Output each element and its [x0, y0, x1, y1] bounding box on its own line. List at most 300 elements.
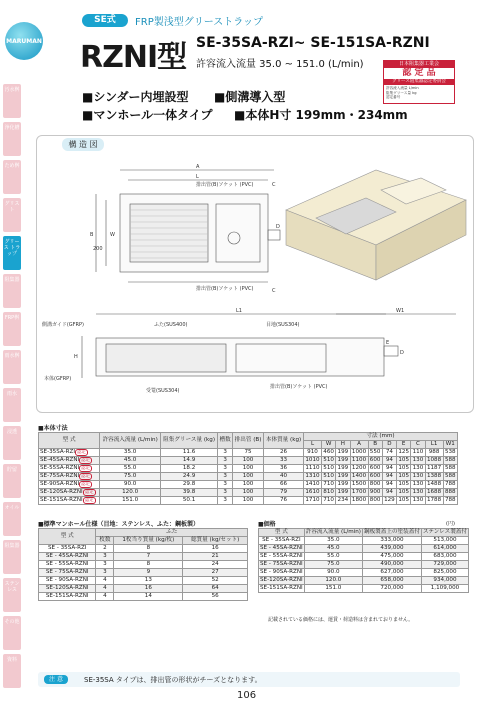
callout-guide: 側溝ガイド(GFRP): [42, 322, 84, 328]
table-cell: 710: [323, 497, 334, 503]
table-cell: 11.6: [161, 449, 218, 457]
table-cell: 50.1: [161, 497, 218, 505]
table-row: [39, 481, 458, 489]
dim-a: A: [196, 164, 200, 170]
model-cell: [39, 489, 100, 497]
certified-tag: 認定: [81, 466, 91, 471]
certified-tag: 認定: [84, 498, 94, 503]
table-cell: 3: [218, 473, 233, 481]
table-cell: 490,000: [362, 561, 421, 569]
table-cell: 35.0: [100, 449, 161, 457]
table-cell: 3: [218, 465, 233, 473]
mh-col-unit-mass: 1枚当り質量 (kg/枚): [114, 537, 183, 545]
table-cell: 4: [96, 577, 114, 585]
feature-3: ■マンホール一体タイプ: [82, 108, 213, 122]
table-cell: 90.0: [100, 481, 161, 489]
table-cell: 94: [382, 473, 396, 481]
sidebar-item[interactable]: オイル: [3, 502, 21, 536]
mh-col-model: 型 式: [39, 529, 96, 545]
model-name: SE-35SA-RZⅠ: [40, 449, 75, 455]
table-cell: 130: [412, 481, 424, 487]
pr-col-steel: 鋼板製蓋上の塗装蓋付: [363, 529, 420, 535]
table-cell: 130: [412, 489, 424, 495]
col-outlet: 排出管 (B): [233, 433, 264, 449]
col-grease: 阻集グリース量 (kg): [161, 433, 218, 449]
dim-b: B: [90, 232, 94, 238]
table-row: [39, 585, 248, 593]
cert-line: 認定番号: [386, 95, 401, 99]
table-cell: 1700: [351, 489, 367, 495]
sidebar: [0, 84, 24, 704]
model-name: SE-151SA-RZNⅠ: [40, 497, 83, 503]
table-cell: 199: [337, 473, 349, 479]
diagram-label: 構 造 図: [62, 138, 104, 151]
table-row: [39, 497, 458, 505]
table-cell: 94: [382, 457, 396, 465]
table-cell: 3: [96, 561, 114, 569]
table-cell: 45.0: [304, 545, 362, 553]
table-cell: 1610: [305, 489, 320, 495]
table-cell: 76: [264, 497, 304, 505]
table-row: [259, 545, 469, 553]
table-cell: 24: [183, 561, 248, 569]
table-cell: 40: [264, 473, 304, 481]
dim-d: D: [276, 224, 280, 230]
cert-label: 認 定 品: [402, 68, 436, 78]
table-cell: 934,000: [421, 577, 468, 585]
table-cell: 45.0: [100, 457, 161, 465]
table-row: [259, 553, 469, 561]
table-cell: 39.8: [161, 489, 218, 497]
mh-col-count: 枚数: [96, 537, 114, 545]
table-cell: SE-151SA-RZNⅠ: [39, 593, 96, 601]
certification-badge: [383, 60, 455, 104]
callout-joint: 目地(SUS304): [266, 322, 300, 328]
dim-c2: C: [272, 288, 276, 294]
table-row: [259, 585, 469, 593]
dim-h: H: [74, 354, 78, 360]
table-cell: 1310: [305, 473, 320, 479]
certified-tag: 認定: [81, 482, 91, 487]
mh-col-total-mass: 総質量 (kg/セット): [183, 537, 248, 545]
table-cell: 614,000: [421, 545, 468, 553]
dim-e: E: [386, 340, 390, 346]
spec-table: [38, 432, 458, 505]
pr-col-stainless: ステンレス製蓋付: [422, 529, 467, 535]
table-cell: 74: [382, 449, 396, 457]
model-name: SE-75SA-RZNⅠ: [40, 473, 80, 479]
sidebar-item[interactable]: 雨水桝: [3, 350, 21, 384]
table-cell: 1187: [426, 465, 442, 471]
table-cell: 683,000: [421, 553, 468, 561]
model-cell: [39, 481, 100, 489]
table-cell: 538: [444, 449, 456, 455]
table-row: [39, 561, 248, 569]
model-cell: [39, 465, 100, 473]
table-cell: 130: [412, 457, 424, 463]
table-cell: 1010: [305, 457, 320, 463]
table-cell: 4: [96, 585, 114, 593]
table-cell: 199: [337, 465, 349, 471]
table-cell: 75.0: [100, 473, 161, 481]
model-cell: [39, 473, 100, 481]
table-cell: 2: [96, 545, 114, 553]
table-cell: 600: [369, 465, 381, 471]
structure-drawing: [36, 150, 474, 412]
table-cell: 513,000: [421, 537, 468, 545]
table-cell: 199: [337, 457, 349, 463]
table-cell: 1400: [351, 473, 367, 479]
dim-w: W: [110, 232, 115, 238]
table-cell: 21: [183, 553, 248, 561]
table-cell: 3: [218, 497, 233, 505]
table-cell: 199: [337, 489, 349, 495]
table-row: [259, 569, 469, 577]
table-row: [259, 577, 469, 585]
table-cell: 510: [323, 473, 334, 479]
note-tag: 注 意: [44, 675, 68, 684]
table-cell: 100: [233, 457, 264, 465]
table-cell: 52: [183, 577, 248, 585]
table-cell: 9: [114, 569, 183, 577]
sidebar-item[interactable]: 貯留: [3, 464, 21, 498]
table-cell: 130: [412, 473, 424, 479]
table-cell: SE - 55SA-RZNⅠ: [39, 561, 96, 569]
table-cell: 100: [233, 497, 264, 505]
table-cell: 16: [114, 585, 183, 593]
table-cell: 64: [183, 585, 248, 593]
flow-rate: 許容流入流量 35.0 ~ 151.0 (L/min): [196, 59, 364, 70]
pr-col-flow: 許容流入流量 (L/min): [305, 529, 361, 535]
sidebar-item[interactable]: グリスト: [3, 198, 21, 232]
table-cell: 8: [114, 545, 183, 553]
page-number: 106: [237, 690, 257, 701]
mh-col-lid: ふた: [96, 529, 248, 537]
cert-line: 阻集グリース量 kg: [386, 90, 417, 95]
sidebar-item[interactable]: ステン レス: [3, 578, 21, 612]
table-cell: 3: [218, 489, 233, 497]
price-footnote: 記載されている価格には、運賃・荷造料は含まれておりません。: [268, 617, 414, 623]
sidebar-item[interactable]: 阻集器: [3, 540, 21, 574]
table-cell: 26: [264, 449, 304, 457]
table-cell: 3: [218, 481, 233, 489]
table-row: [39, 569, 248, 577]
model-name: SE-120SA-RZNⅠ: [40, 489, 83, 495]
table-cell: 800: [369, 481, 381, 487]
dim-col-header: D: [382, 441, 396, 449]
table-cell: 151.0: [100, 497, 161, 505]
col-dims: 寸法 (mm): [304, 433, 458, 441]
sidebar-item[interactable]: 汚水桝: [3, 84, 21, 118]
sidebar-item[interactable]: 阻集器: [3, 274, 21, 308]
table-cell: 510: [323, 465, 334, 471]
col-mass: 本体質量 (kg): [264, 433, 304, 449]
table-cell: 1088: [426, 457, 442, 463]
cert-lines: [384, 85, 454, 101]
table-cell: 234: [337, 497, 349, 503]
callout-lid: ふた(SUS400): [154, 322, 188, 328]
table-cell: 627,000: [362, 569, 421, 577]
table-cell: 105: [398, 465, 410, 471]
table-cell: 75: [233, 449, 264, 457]
table-cell: 66: [264, 481, 304, 489]
dim-d2: D: [400, 350, 404, 356]
table-cell: 475,000: [362, 553, 421, 561]
sidebar-item[interactable]: 雨水: [3, 388, 21, 422]
table-cell: 125: [398, 449, 410, 455]
table-cell: 151.0: [304, 585, 362, 593]
table-cell: 1800: [351, 497, 367, 503]
isometric-view: [286, 170, 466, 280]
dim-col-header: L1: [425, 441, 443, 449]
table-row: [39, 489, 458, 497]
feature-1: ■シンダー内埋設型: [82, 90, 189, 104]
table-cell: SE - 75SA-RZNⅠ: [39, 569, 96, 577]
table-cell: 800: [369, 497, 381, 503]
table-cell: 120.0: [100, 489, 161, 497]
table-cell: 1388: [426, 473, 442, 479]
sidebar-item[interactable]: グリース トラップ: [3, 236, 21, 270]
table-cell: SE - 35SA-RZⅠ: [259, 537, 305, 545]
model-name: SE-90SA-RZNⅠ: [40, 481, 80, 487]
table-cell: 510: [323, 457, 334, 463]
table-cell: 333,000: [362, 537, 421, 545]
table-cell: 16: [183, 545, 248, 553]
manhole-title: ■標準マンホール仕様（目地：ステンレス、ふた：鋼板製）: [38, 521, 199, 528]
table-row: [39, 577, 248, 585]
callout-basket: 受篭(SUS304): [146, 388, 180, 394]
certified-tag: 認定: [81, 474, 91, 479]
table-cell: 1788: [426, 497, 442, 503]
table-cell: 658,000: [362, 577, 421, 585]
table-cell: 94: [382, 465, 396, 473]
col-flow: 許容流入流量 (L/min): [100, 433, 161, 449]
table-cell: 710: [323, 481, 334, 487]
table-cell: 1410: [305, 481, 320, 487]
table-cell: 105: [398, 489, 410, 495]
table-cell: 100: [233, 481, 264, 489]
table-cell: 120.0: [304, 577, 362, 585]
model-title: RZNⅠ型: [80, 40, 187, 75]
table-cell: 810: [323, 489, 334, 495]
table-cell: 90.0: [304, 569, 362, 577]
price-unit: (円): [446, 521, 455, 527]
product-subtitle: FRP製浅型グリーストラップ: [135, 17, 264, 28]
table-cell: 600: [369, 473, 381, 479]
table-cell: 55.0: [304, 553, 362, 561]
table-cell: SE - 90SA-RZNⅠ: [260, 569, 303, 575]
table-row: [39, 449, 458, 457]
col-model: 型 式: [39, 433, 100, 449]
table-cell: 199: [337, 481, 349, 487]
sidebar-item[interactable]: 浄化槽: [3, 122, 21, 156]
pr-col-model: 型 式: [259, 529, 305, 537]
certified-tag: 認定: [84, 490, 94, 495]
table-cell: 56: [183, 593, 248, 601]
table-cell: 1000: [351, 449, 367, 455]
dim-l1: L1: [236, 308, 242, 314]
certified-tag: 認定: [81, 458, 91, 463]
logo-text: MARUMAN: [6, 37, 42, 45]
table-cell: SE - 35SA-RZⅠ: [39, 545, 96, 553]
model-range: SE-35SA-RZⅠ~ SE-151SA-RZNⅠ: [196, 35, 430, 51]
certified-tag: 認定: [76, 450, 86, 455]
price-title: ■価格: [258, 521, 276, 528]
spec-title: ■本体寸法: [38, 425, 68, 432]
col-tanks: 槽数: [218, 433, 233, 449]
sidebar-item[interactable]: 資料: [3, 654, 21, 688]
table-cell: SE-151SA-RZNⅠ: [260, 585, 303, 591]
table-row: [39, 593, 248, 601]
table-cell: 7: [114, 553, 183, 561]
dim-col-header: L: [304, 441, 322, 449]
table-cell: 729,000: [421, 561, 468, 569]
table-cell: 600: [369, 457, 381, 463]
table-cell: 439,000: [362, 545, 421, 553]
callout-outlet-1: 排出管(B)ソケット (PVC): [196, 182, 254, 188]
table-cell: 988: [425, 449, 443, 457]
table-cell: 825,000: [421, 569, 468, 577]
table-cell: 94: [382, 481, 396, 489]
table-cell: 33: [264, 457, 304, 465]
table-cell: 550: [369, 449, 381, 455]
dim-col-header: B: [368, 441, 382, 449]
dim-l: L: [196, 174, 199, 180]
table-cell: 130: [412, 497, 424, 503]
table-cell: 1110: [305, 465, 320, 471]
callout-outlet-3: 排出管(B)ソケット (PVC): [270, 384, 328, 390]
table-row: [39, 545, 248, 553]
table-cell: 14.9: [161, 457, 218, 465]
table-cell: SE - 45SA-RZNⅠ: [39, 553, 96, 561]
dim-col-header: E: [397, 441, 411, 449]
table-row: [39, 553, 248, 561]
model-cell: [39, 449, 100, 457]
table-cell: 1,109,000: [421, 585, 468, 593]
dim-w1: W1: [396, 308, 405, 314]
table-cell: 788: [444, 481, 456, 487]
dim-col-header: W: [322, 441, 336, 449]
table-cell: SE-120SA-RZNⅠ: [260, 577, 303, 583]
table-cell: 460: [323, 449, 334, 455]
table-row: [259, 561, 469, 569]
table-cell: SE-120SA-RZNⅠ: [39, 585, 96, 593]
table-cell: 8: [114, 561, 183, 569]
cert-line: 許容流入流量 L/min: [386, 86, 419, 90]
table-cell: 4: [96, 593, 114, 601]
table-cell: 24.9: [161, 473, 218, 481]
table-cell: 100: [233, 489, 264, 497]
table-cell: 1500: [351, 481, 367, 487]
table-cell: 29.8: [161, 481, 218, 489]
table-row: [39, 457, 458, 465]
table-cell: 94: [382, 489, 396, 497]
table-cell: 27: [183, 569, 248, 577]
table-cell: 3: [218, 449, 233, 457]
table-cell: 100: [233, 473, 264, 481]
table-row: [39, 465, 458, 473]
table-row: [39, 473, 458, 481]
table-cell: 35.0: [304, 537, 362, 545]
dim-col-header: C: [411, 441, 425, 449]
table-cell: 110: [412, 449, 424, 455]
cert-sub: グリース阻集器認定委員会: [384, 79, 454, 85]
table-cell: 900: [369, 489, 381, 495]
price-table: [258, 528, 469, 593]
table-cell: 100: [233, 465, 264, 473]
table-cell: 3: [96, 569, 114, 577]
table-cell: 55.0: [100, 465, 161, 473]
table-cell: SE - 45SA-RZNⅠ: [260, 545, 303, 551]
dim-200: 200: [93, 246, 103, 252]
table-cell: 105: [398, 497, 410, 503]
table-cell: 3: [96, 553, 114, 561]
table-row: [259, 537, 469, 545]
table-cell: 1710: [305, 497, 320, 503]
table-cell: SE - 55SA-RZNⅠ: [260, 553, 303, 559]
cert-org: 日本阻集器工業会: [384, 61, 454, 68]
note-text: SE-35SA タイプは、排出管の形状がチーズとなります。: [84, 676, 262, 684]
feature-4: ■本体H寸 199mm・234mm: [234, 108, 408, 122]
sidebar-item[interactable]: その他: [3, 616, 21, 650]
table-cell: 18.2: [161, 465, 218, 473]
table-cell: 588: [444, 473, 456, 479]
dim-col-header: A: [350, 441, 368, 449]
dim-col-header: H: [336, 441, 350, 449]
manhole-table: [38, 528, 248, 601]
table-cell: 199: [337, 449, 349, 455]
table-cell: 105: [398, 473, 410, 479]
sidebar-item[interactable]: ため桝: [3, 160, 21, 194]
sidebar-item[interactable]: 浸透: [3, 426, 21, 460]
table-cell: 1688: [426, 489, 442, 495]
table-cell: 130: [412, 465, 424, 471]
table-cell: 36: [264, 465, 304, 473]
table-cell: 79: [264, 489, 304, 497]
callout-outlet-2: 排出管(B)ソケット (PVC): [196, 286, 254, 292]
table-cell: SE - 75SA-RZNⅠ: [260, 561, 303, 567]
table-cell: 129: [384, 497, 395, 503]
table-cell: 1488: [426, 481, 442, 487]
table-cell: 1100: [351, 457, 367, 463]
series-badge: SE式: [82, 14, 128, 27]
feature-2: ■側溝導入型: [214, 90, 286, 104]
model-name: SE-55SA-RZNⅠ: [40, 465, 80, 471]
company-logo: [5, 22, 43, 60]
dim-c: C: [272, 182, 276, 188]
model-cell: [39, 497, 100, 505]
table-cell: 720,000: [362, 585, 421, 593]
table-cell: 105: [398, 457, 410, 463]
table-cell: 588: [444, 457, 456, 463]
table-cell: SE - 90SA-RZNⅠ: [39, 577, 96, 585]
model-name: SE-45SA-RZNⅠ: [40, 457, 80, 463]
table-cell: 13: [114, 577, 183, 585]
sidebar-item[interactable]: FRP桝: [3, 312, 21, 346]
dim-col-header: W1: [443, 441, 457, 449]
table-cell: 788: [444, 497, 456, 503]
table-cell: 3: [218, 457, 233, 465]
table-cell: 588: [444, 465, 456, 471]
table-cell: 75.0: [304, 561, 362, 569]
table-cell: 910: [304, 449, 322, 457]
table-cell: 888: [444, 489, 456, 495]
table-cell: 14: [114, 593, 183, 601]
table-cell: 1200: [351, 465, 367, 471]
table-cell: 105: [398, 481, 410, 487]
callout-body: 本体(GFRP): [44, 376, 72, 382]
model-cell: [39, 457, 100, 465]
